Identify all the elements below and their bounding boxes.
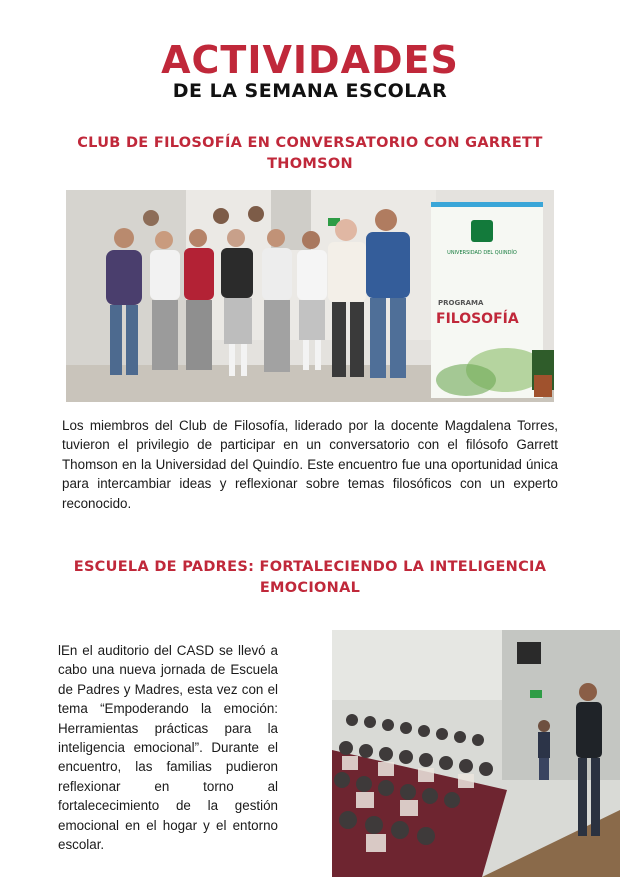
auditorium-event-photo bbox=[332, 630, 620, 877]
philosophy-club-group-photo bbox=[66, 190, 554, 402]
banner-institution: UNIVERSIDAD DEL QUINDÍO bbox=[447, 250, 517, 256]
section-heading-philosophy-club: CLUB DE FILOSOFÍA EN CONVERSATORIO CON GARRETT THOMSON bbox=[77, 135, 543, 172]
section-heading-parents-school: ESCUELA DE PADRES: FORTALECIENDO LA INTELIGENCIA EMOCIONAL bbox=[73, 559, 547, 596]
banner-program: FILOSOFÍA bbox=[436, 311, 519, 327]
page-subtitle: DE LA SEMANA ESCOLAR bbox=[172, 80, 448, 102]
page-title: ACTIVIDADES bbox=[161, 38, 459, 82]
philosophy-club-paragraph: Los miembros del Club de Filosofía, liderado por la docente Magdalena Torres, tuvieron el privilegio de participar en un conversatorio con el filósofo Garrett Thomson en la Universidad del Quindío. Este encuentro fue una oportunidad única para intercambiar ideas y reflexionar sobre temas filosóficos con un experto reconocido. bbox=[62, 418, 558, 511]
banner-label: PROGRAMA bbox=[438, 299, 484, 307]
parents-school-paragraph: lEn el auditorio del CASD se llevó a cabo una nueva jornada de Escuela de Padres y Madres, esta vez con el tema “Empoderando la emoción: Herramientas prácticas para la inteligencia emocional”. Durante el encuentro, las familias pudieron reflexionar en torno al fortalececimiento de la gestión emocional en el hogar y el entorno escolar. bbox=[58, 643, 278, 853]
